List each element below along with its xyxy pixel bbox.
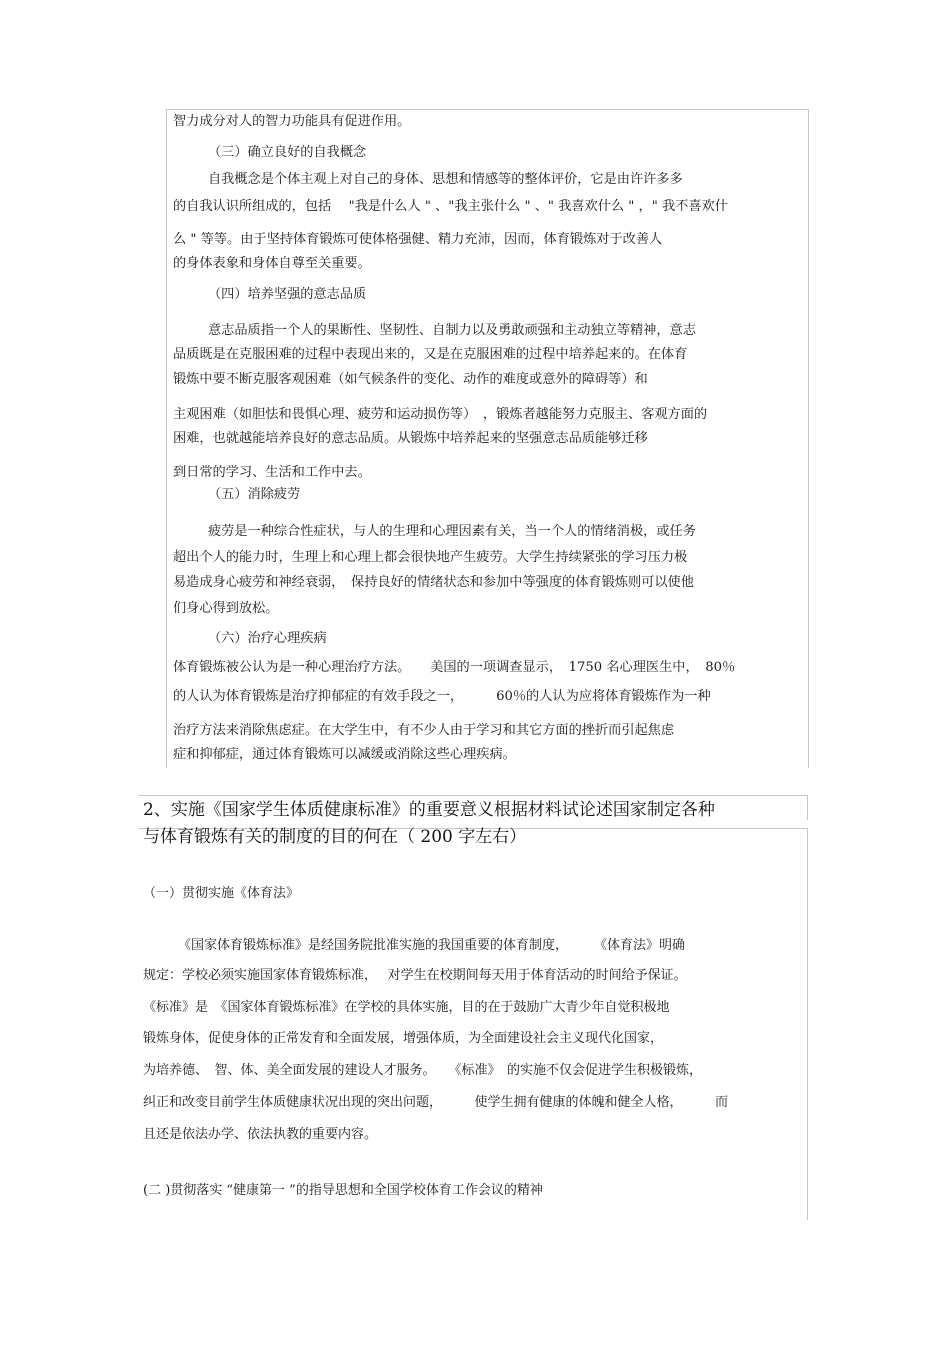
divider-line	[807, 828, 808, 1220]
text-line: 的自我认识所组成的，包括 "我是什么人 " 、"我主张什么 " 、" 我喜欢什么 " ，" 我不喜欢什	[173, 199, 728, 214]
text-line: 锻炼中要不断克服客观困难（如气候条件的变化、动作的难度或意外的障碍等）和	[173, 372, 648, 387]
divider-line	[138, 795, 808, 796]
text-line: 治疗方法来消除焦虑症。在大学生中，有不少人由于学习和其它方面的挫折而引起焦虑	[173, 723, 675, 738]
subheading: （六）治疗心理疾病	[208, 631, 327, 646]
subheading: (二 )贯彻落实 “健康第一 ”的指导思想和全国学校体育工作会议的精神	[143, 1183, 543, 1198]
text-line: 的身体表象和身体自尊至关重要。	[173, 256, 371, 271]
text-line: 锻炼身体，促使身体的正常发育和全面发展，增强体质，为全面建设社会主义现代化国家，	[143, 1031, 664, 1046]
text-line: 为培养德、 智、体、美全面发展的建设人才服务。 《标准》 的实施不仅会促进学生积极锻炼，	[143, 1063, 703, 1078]
text-line: 症和抑郁症，通过体育锻炼可以减缓或消除这些心理疾病。	[173, 747, 516, 762]
text-line: 且还是依法办学、依法执教的重要内容。	[143, 1127, 378, 1142]
text-line: 易造成身心疲劳和神经衰弱， 保持良好的情绪状态和参加中等强度的体育锻炼则可以使他	[173, 575, 694, 590]
text-line: 规定：学校必须实施国家体育锻炼标准， 对学生在校期间每天用于体育活动的时间给予保证。	[143, 968, 687, 983]
text-line: 品质既是在克服困难的过程中表现出来的，又是在克服困难的过程中培养起来的。在体育	[173, 347, 688, 362]
text-line: 到日常的学习、生活和工作中去。	[173, 465, 371, 480]
divider-line	[807, 795, 808, 820]
text-line: 超出个人的能力时，生理上和心理上都会很快地产生疲劳。大学生持续紧张的学习压力极	[173, 550, 688, 565]
text-line: 意志品质指一个人的果断性、坚韧性、自制力以及勇敢顽强和主动独立等精神，意志	[208, 323, 696, 338]
text-line: 的人认为体育锻炼是治疗抑郁症的有效手段之一， 60％的人认为应将体育锻炼作为一种	[173, 689, 711, 704]
subheading: （三）确立良好的自我概念	[208, 145, 367, 160]
text-line: 们身心得到放松。	[173, 601, 279, 616]
subheading: （四）培养坚强的意志品质	[208, 287, 367, 302]
text-line: 疲劳是一种综合性症状，与人的生理和心理因素有关，当一个人的情绪消极，或任务	[208, 524, 696, 539]
text-line: 纠正和改变目前学生体质健康状况出现的突出问题， 使学生拥有健康的体魄和健全人格， 而	[143, 1095, 729, 1110]
text-line: 困难，也就越能培养良好的意志品质。从锻炼中培养起来的坚强意志品质能够迁移	[173, 431, 648, 446]
text-line: 体育锻炼被公认为是一种心理治疗方法。 美国的一项调查显示， 1750 名心理医生中， 80％	[173, 660, 736, 675]
text-line: 么 " 等等。由于坚持体育锻炼可使体格强健、精力充沛，因而，体育锻炼对于改善人	[173, 232, 663, 247]
question-heading: 与体育锻炼有关的制度的目的何在（ 200 字左右）	[143, 827, 527, 847]
text-line: 自我概念是个体主观上对自己的身体、思想和情感等的整体评价，它是由许许多多	[208, 172, 683, 187]
text-line: 《国家体育锻炼标准》是经国务院批准实施的我国重要的体育制度， 《体育法》明确	[178, 938, 686, 953]
subheading: （一）贯彻实施《体育法》	[143, 886, 300, 901]
question-heading: 2、实施《国家学生体质健康标准》的重要意义根据材料试论述国家制定各种	[143, 800, 715, 820]
subheading: （五）消除疲劳	[208, 487, 301, 502]
text-line: 智力成分对人的智力功能具有促进作用。	[173, 114, 411, 129]
text-line: 《标准》是 《国家体育锻炼标准》在学校的具体实施，目的在于鼓励广大青少年自觉积极地	[143, 1000, 670, 1015]
text-line: 主观困难（如胆怯和畏惧心理、疲劳和运动损伤等） ，锻炼者越能努力克服主、客观方面的	[173, 407, 708, 422]
